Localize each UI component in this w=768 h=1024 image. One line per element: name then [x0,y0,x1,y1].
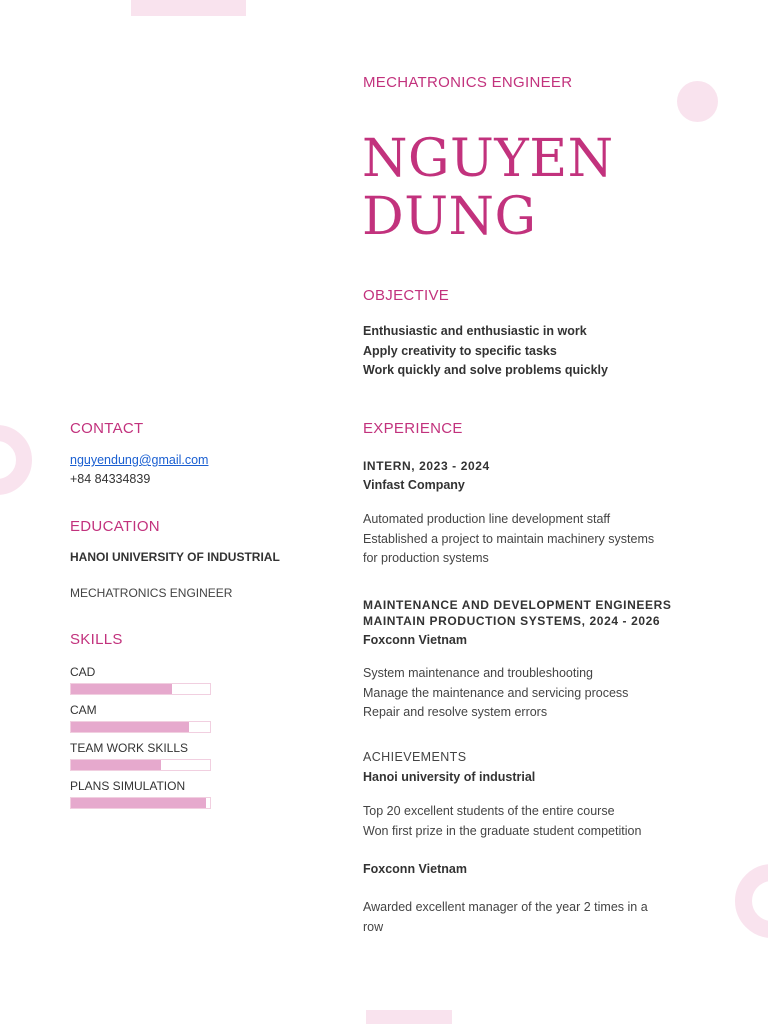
achievement-org-name: Hanoi university of industrial [363,770,536,784]
objective-text [363,322,608,381]
objective-heading: OBJECTIVE [363,287,450,304]
job-title: MECHATRONICS ENGINEER [363,74,573,91]
skill-fill [71,684,172,694]
decorative-bar-top [131,0,246,16]
education-degree: MECHATRONICS ENGINEER [70,586,233,600]
achievement-line: Won first prize in the graduate student competition [363,823,642,838]
experience-entry [363,458,490,492]
candidate-name [362,130,614,246]
skill-label: PLANS SIMULATION [70,779,186,793]
experience-description [363,664,628,723]
experience-company: Vinfast Company [363,478,465,492]
objective-line: Work quickly and solve problems quickly [363,363,608,377]
skill-bar [70,721,211,733]
experience-entry [363,597,671,647]
experience-line: Repair and resolve system errors [363,705,548,719]
experience-company: Foxconn Vietnam [363,633,467,647]
skill-fill [71,722,189,732]
achievement-org [363,770,535,784]
skill-label: CAM [70,703,97,717]
achievement-description [363,802,641,841]
skill-bar [70,683,211,695]
decorative-dot [677,81,718,122]
achievement-line: Top 20 excellent students of the entire course [363,804,615,818]
objective-line: Enthusiastic and enthusiastic in work [363,324,587,338]
achievement-line: row [363,919,384,934]
name-line-2: DUNG [362,187,537,247]
skill-bar [70,759,211,771]
phone-number: +84 84334839 [70,472,151,486]
skill-label: CAD [70,665,96,679]
decorative-bar-bottom [366,1010,452,1024]
objective-line: Apply creativity to specific tasks [363,343,557,358]
decorative-ring-left [0,425,32,495]
achievement-description [363,898,648,937]
experience-line: System maintenance and troubleshooting [363,666,594,680]
decorative-ring-right [735,864,768,938]
experience-title: INTERN, 2023 - 2024 [363,459,490,473]
skill-fill [71,798,206,808]
achievement-line: Awarded excellent manager of the year 2 times in a [363,900,648,914]
name-line-1: NGUYEN [362,129,614,189]
experience-title-line-2: MAINTAIN PRODUCTION SYSTEMS, 2024 - 2026 [363,614,661,628]
experience-line: Established a project to maintain machinery systems [363,531,655,546]
email-link[interactable]: nguyendung@gmail.com [70,453,209,467]
experience-line: for production systems [363,551,489,565]
contact-heading: CONTACT [70,420,144,437]
education-school: HANOI UNIVERSITY OF INDUSTRIAL [70,550,280,564]
skill-bar [70,797,211,809]
achievement-org-name: Foxconn Vietnam [363,862,467,876]
education-heading: EDUCATION [70,518,160,535]
skill-fill [71,760,161,770]
experience-title-line-1: MAINTENANCE AND DEVELOPMENT ENGINEERS [363,598,672,612]
skills-heading: SKILLS [70,631,123,648]
achievement-org [363,862,467,876]
skill-label: TEAM WORK SKILLS [70,741,189,755]
experience-line: Automated production line development staff [363,512,611,526]
experience-line: Manage the maintenance and servicing process [363,685,629,700]
experience-heading: EXPERIENCE [363,420,463,437]
achievements-heading: ACHIEVEMENTS [363,750,467,764]
experience-description [363,510,654,569]
